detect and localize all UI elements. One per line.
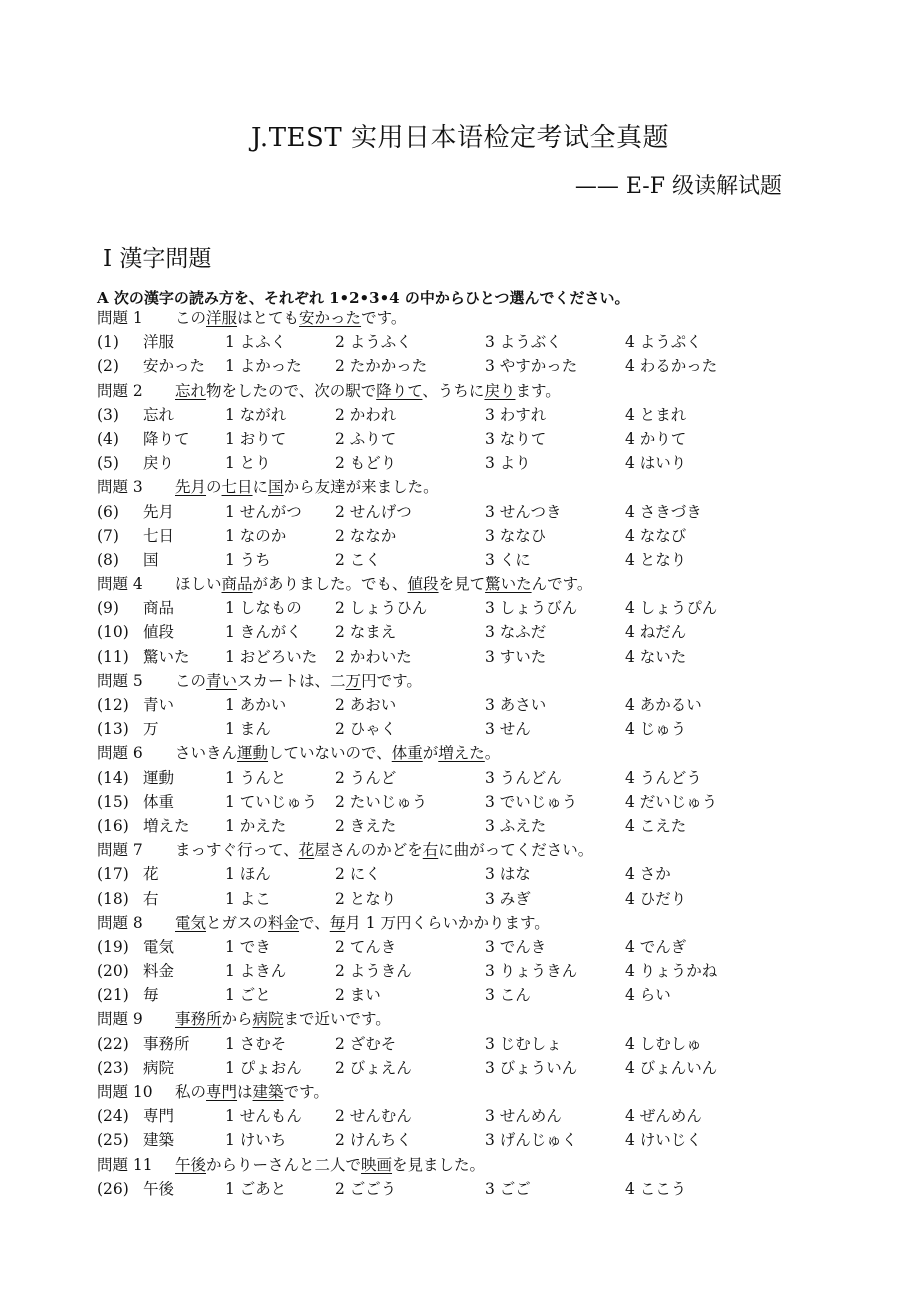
answer-option: 4 さか [625, 865, 671, 884]
answer-option: 1 ほん [225, 865, 271, 884]
item-number: (9) [97, 599, 119, 618]
answer-option: 2 ひゃく [335, 720, 397, 739]
sentence-text: で、 [299, 913, 330, 932]
answer-option: 3 あさい [485, 696, 547, 714]
problem-label: 問題 10 [97, 1083, 153, 1101]
answer-option: 4 しょうぴん [625, 599, 718, 618]
item-number: (3) [97, 405, 119, 424]
item-word: 午後 [143, 1179, 175, 1198]
underlined-kanji: 運動 [237, 744, 269, 763]
underlined-kanji: 右 [422, 841, 439, 860]
problem-sentence [97, 1153, 797, 1177]
question-item [97, 862, 797, 886]
answer-option: 2 びょえん [335, 1058, 412, 1077]
answer-option: 3 じむしょ [485, 1034, 562, 1053]
answer-option: 3 わすれ [485, 405, 547, 424]
sentence-text: この [175, 671, 207, 690]
item-word: 安かった [143, 357, 206, 376]
problem-label: 問題 5 [97, 671, 143, 690]
sentence-text: ほしい [175, 575, 222, 594]
item-number: (2) [97, 357, 119, 376]
item-word: 右 [143, 889, 159, 908]
item-word: 万 [143, 720, 159, 739]
answer-option: 1 かえた [225, 816, 287, 835]
answer-option: 1 おりて [225, 429, 287, 448]
sentence-text: していないので、 [268, 744, 392, 763]
question-list [97, 306, 797, 1201]
answer-option: 1 せんもん [225, 1107, 302, 1126]
sentence-text: 物をしたので、次の駅で [206, 381, 377, 400]
item-number: (14) [97, 768, 129, 787]
sentence-text: 月 1 万円くらいかかります。 [345, 913, 550, 932]
item-word: 降りて [143, 429, 190, 448]
question-item [97, 766, 797, 790]
underlined-kanji: 商品 [221, 575, 253, 594]
question-item [97, 330, 797, 354]
answer-option: 1 さむそ [225, 1034, 287, 1053]
answer-option: 1 うち [225, 550, 271, 569]
question-item [97, 1032, 797, 1056]
underlined-kanji: 電気 [175, 913, 207, 932]
sentence-text: 。 [484, 744, 501, 763]
answer-option: 4 ひだり [625, 889, 687, 908]
item-number: (7) [97, 526, 119, 545]
problem-label: 問題 8 [97, 913, 143, 932]
answer-option: 4 ようぷく [625, 333, 702, 352]
underlined-kanji: 建築 [252, 1083, 284, 1101]
item-word: 専門 [143, 1107, 175, 1126]
answer-option: 4 らい [625, 986, 671, 1005]
answer-option: 1 ながれ [225, 405, 287, 424]
question-item [97, 451, 797, 475]
answer-option: 1 きんがく [225, 623, 302, 642]
sentence-text: 円です。 [361, 671, 422, 690]
question-item [97, 1177, 797, 1201]
answer-option: 2 かわいた [335, 647, 412, 666]
underlined-kanji: 七日 [221, 478, 253, 497]
underlined-kanji: 病院 [252, 1010, 284, 1029]
sentence-text: とガスの [206, 913, 269, 932]
answer-option: 4 ないた [625, 647, 687, 666]
answer-option: 1 よこ [225, 889, 271, 908]
item-number: (24) [97, 1107, 129, 1126]
question-item [97, 983, 797, 1007]
answer-option: 3 はな [485, 865, 531, 884]
item-word: 花 [143, 865, 159, 884]
answer-option: 1 ごと [225, 986, 271, 1005]
question-item [97, 427, 797, 451]
item-word: 驚いた [143, 647, 190, 666]
problem-label: 問題 2 [97, 381, 143, 400]
answer-option: 1 よふく [225, 333, 287, 352]
answer-option: 1 ていじゅう [225, 792, 318, 811]
sentence-text: がありました。でも、 [252, 575, 408, 594]
answer-option: 2 せんげつ [335, 502, 412, 521]
sentence-text: です。 [283, 1083, 329, 1101]
sentence-text: 私の [175, 1083, 207, 1101]
answer-option: 1 うんと [225, 768, 287, 787]
item-word: 料金 [143, 962, 175, 981]
answer-option: 2 ごごう [335, 1179, 397, 1198]
item-word: 洋服 [143, 333, 175, 352]
problem-label: 問題 1 [97, 309, 143, 327]
answer-option: 3 せんつき [485, 502, 562, 521]
item-word: 忘れ [143, 405, 175, 424]
answer-option: 2 ざむそ [335, 1034, 397, 1053]
sentence-text: まで近いです。 [283, 1010, 391, 1029]
question-item [97, 524, 797, 548]
answer-option: 1 しなもの [225, 599, 302, 618]
question-item [97, 959, 797, 983]
item-number: (11) [97, 647, 129, 666]
problem-sentence [97, 475, 797, 499]
item-number: (18) [97, 889, 129, 908]
sentence-text: 屋さんのかどを [314, 841, 423, 860]
question-item [97, 645, 797, 669]
sentence-text: さいきん [175, 744, 238, 763]
underlined-kanji: 午後 [175, 1155, 207, 1174]
sentence-text: 、うちに [422, 381, 485, 400]
answer-option: 2 ななか [335, 526, 397, 545]
question-item [97, 717, 797, 741]
answer-option: 4 さきづき [625, 502, 702, 521]
answer-option: 4 だいじゅう [625, 792, 718, 811]
answer-option: 1 とり [225, 454, 271, 473]
problem-label: 問題 3 [97, 478, 143, 497]
answer-option: 1 よきん [225, 962, 287, 981]
underlined-kanji: 先月 [175, 478, 207, 497]
problem-sentence [97, 911, 797, 935]
answer-option: 3 でいじゅう [485, 792, 578, 811]
answer-option: 1 まん [225, 720, 271, 739]
question-item [97, 403, 797, 427]
sentence-text: が [422, 744, 439, 763]
answer-option: 3 ようぶく [485, 333, 562, 352]
problem-sentence [97, 1080, 797, 1104]
answer-option: 2 きえた [335, 816, 397, 835]
item-number: (22) [97, 1034, 129, 1053]
problem-label: 問題 7 [97, 841, 143, 860]
question-item [97, 887, 797, 911]
sentence-text: は [237, 1083, 253, 1101]
answer-option: 2 となり [335, 889, 397, 908]
section-heading: Ⅰ 漢字問題 [103, 246, 212, 272]
answer-option: 4 わるかった [625, 357, 718, 376]
answer-option: 4 ぜんめん [625, 1107, 702, 1126]
question-item [97, 1128, 797, 1152]
answer-option: 1 けいち [225, 1131, 287, 1150]
answer-option: 2 こく [335, 550, 381, 569]
question-item [97, 548, 797, 572]
answer-option: 4 じゅう [625, 720, 687, 739]
item-number: (10) [97, 623, 129, 642]
document-subtitle: —— E-F 级读解试题 [574, 174, 782, 199]
document-title: J.TEST 实用日本语检定考试全真题 [251, 123, 669, 153]
item-number: (6) [97, 502, 119, 521]
underlined-kanji: 戻り [484, 381, 516, 400]
problem-sentence [97, 669, 797, 693]
problem-label: 問題 6 [97, 744, 143, 763]
answer-option: 4 はいり [625, 454, 687, 473]
problem-sentence [97, 1007, 797, 1031]
underlined-kanji: 洋服 [206, 309, 238, 327]
item-word: 毎 [143, 986, 159, 1005]
sentence-text: スカートは、二 [237, 671, 346, 690]
item-number: (23) [97, 1058, 129, 1077]
item-word: 事務所 [143, 1034, 190, 1053]
sentence-text: です。 [361, 309, 407, 327]
answer-option: 3 ごご [485, 1179, 531, 1198]
underlined-kanji: 忘れ [175, 381, 207, 400]
item-number: (5) [97, 454, 119, 473]
section-instruction: A 次の漢字の読み方を、それぞれ 1•2•3•4 の中からひとつ選んでください。 [97, 289, 630, 307]
item-word: 戻り [143, 454, 175, 473]
item-word: 病院 [143, 1058, 175, 1077]
item-word: 国 [143, 550, 159, 569]
sentence-text: に曲がってください。 [438, 841, 594, 860]
answer-option: 1 なのか [225, 526, 287, 545]
item-word: 先月 [143, 502, 175, 521]
underlined-kanji: 値段 [407, 575, 439, 594]
item-number: (8) [97, 550, 119, 569]
underlined-kanji: 万 [345, 671, 362, 690]
answer-option: 2 たかかった [335, 357, 428, 376]
sentence-text: から [221, 1010, 253, 1029]
answer-option: 3 なふだ [485, 623, 547, 642]
item-word: 増えた [143, 816, 190, 835]
answer-option: 4 ななび [625, 526, 687, 545]
question-item [97, 620, 797, 644]
answer-option: 4 りょうかね [625, 962, 718, 981]
question-item [97, 354, 797, 378]
answer-option: 4 とまれ [625, 405, 687, 424]
item-number: (19) [97, 937, 129, 956]
item-word: 体重 [143, 792, 175, 811]
answer-option: 4 びょんいん [625, 1058, 718, 1077]
item-number: (12) [97, 696, 129, 714]
answer-option: 3 でんき [485, 937, 547, 956]
item-word: 青い [143, 696, 175, 714]
sentence-text: を見ました。 [392, 1155, 486, 1174]
answer-option: 1 あかい [225, 696, 287, 714]
answer-option: 3 ふえた [485, 816, 547, 835]
answer-option: 2 にく [335, 865, 381, 884]
question-item [97, 1104, 797, 1128]
item-number: (20) [97, 962, 129, 981]
problem-sentence [97, 741, 797, 765]
underlined-kanji: 映画 [361, 1155, 393, 1174]
answer-option: 3 やすかった [485, 357, 578, 376]
item-word: 商品 [143, 599, 175, 618]
answer-option: 4 しむしゅ [625, 1034, 702, 1053]
item-word: 七日 [143, 526, 175, 545]
answer-option: 4 かりて [625, 429, 687, 448]
answer-option: 3 みぎ [485, 889, 531, 908]
item-number: (21) [97, 986, 129, 1005]
answer-option: 3 ななひ [485, 526, 547, 545]
underlined-kanji: 専門 [206, 1083, 238, 1101]
answer-option: 4 となり [625, 550, 687, 569]
sentence-text: から友達が来ました。 [283, 478, 439, 497]
item-word: 運動 [143, 768, 175, 787]
question-item [97, 790, 797, 814]
answer-option: 2 あおい [335, 696, 397, 714]
answer-option: 2 うんど [335, 768, 397, 787]
underlined-kanji: 驚いた [485, 575, 532, 594]
underlined-kanji: 増えた [438, 744, 485, 763]
answer-option: 2 せんむん [335, 1107, 412, 1126]
answer-option: 3 せんめん [485, 1107, 562, 1126]
answer-option: 2 けんちく [335, 1131, 412, 1150]
problem-label: 問題 4 [97, 575, 143, 594]
item-number: (4) [97, 429, 119, 448]
problem-sentence [97, 572, 797, 596]
answer-option: 3 しょうびん [485, 599, 578, 618]
answer-option: 1 ごあと [225, 1179, 287, 1198]
problem-sentence [97, 838, 797, 862]
problem-sentence [97, 306, 797, 330]
problem-sentence [97, 379, 797, 403]
question-item [97, 500, 797, 524]
answer-option: 4 こえた [625, 816, 687, 835]
answer-option: 3 くに [485, 550, 531, 569]
answer-option: 4 うんどう [625, 768, 702, 787]
sentence-text: に [252, 478, 269, 497]
question-item [97, 935, 797, 959]
problem-label: 問題 11 [97, 1155, 153, 1174]
item-word: 建築 [143, 1131, 175, 1150]
answer-option: 1 おどろいた [225, 647, 318, 666]
answer-option: 1 よかった [225, 357, 302, 376]
question-item [97, 596, 797, 620]
question-item [97, 1056, 797, 1080]
item-number: (16) [97, 816, 129, 835]
answer-option: 4 でんぎ [625, 937, 687, 956]
answer-option: 2 ふりて [335, 429, 397, 448]
answer-option: 3 なりて [485, 429, 547, 448]
sentence-text: ます。 [515, 381, 561, 400]
answer-option: 3 うんどん [485, 768, 562, 787]
answer-option: 1 でき [225, 937, 271, 956]
answer-option: 3 びょういん [485, 1058, 578, 1077]
sentence-text: を見て [438, 575, 486, 594]
question-item [97, 693, 797, 717]
answer-option: 3 せん [485, 720, 531, 739]
sentence-text: の [206, 478, 222, 497]
answer-option: 2 ようふく [335, 333, 412, 352]
answer-option: 2 なまえ [335, 623, 397, 642]
answer-option: 4 あかるい [625, 696, 702, 714]
answer-option: 4 ここう [625, 1179, 687, 1198]
underlined-kanji: 毎 [329, 913, 346, 932]
underlined-kanji: 事務所 [175, 1010, 222, 1029]
answer-option: 2 かわれ [335, 405, 397, 424]
answer-option: 3 こん [485, 986, 531, 1005]
answer-option: 2 たいじゅう [335, 792, 428, 811]
question-item [97, 814, 797, 838]
item-number: (26) [97, 1179, 129, 1198]
answer-option: 2 てんき [335, 937, 397, 956]
underlined-kanji: 降りて [376, 381, 423, 400]
item-word: 値段 [143, 623, 175, 642]
underlined-kanji: 青い [206, 671, 238, 690]
answer-option: 1 せんがつ [225, 502, 302, 521]
sentence-text: まっすぐ行って、 [175, 841, 299, 860]
answer-option: 3 りょうきん [485, 962, 578, 981]
answer-option: 3 げんじゅく [485, 1131, 578, 1150]
item-number: (25) [97, 1131, 129, 1150]
answer-option: 2 まい [335, 986, 381, 1005]
underlined-kanji: 安かった [299, 309, 362, 327]
answer-option: 3 より [485, 454, 531, 473]
item-number: (1) [97, 333, 119, 352]
item-number: (17) [97, 865, 129, 884]
answer-option: 4 けいじく [625, 1131, 702, 1150]
problem-label: 問題 9 [97, 1010, 143, 1029]
sentence-text: はとても [237, 309, 300, 327]
underlined-kanji: 体重 [391, 744, 423, 763]
sentence-text: んです。 [531, 575, 593, 594]
item-number: (13) [97, 720, 129, 739]
answer-option: 3 すいた [485, 647, 547, 666]
item-number: (15) [97, 792, 129, 811]
answer-option: 1 ぴょおん [225, 1058, 302, 1077]
answer-option: 2 ようきん [335, 962, 412, 981]
underlined-kanji: 国 [268, 478, 284, 497]
answer-option: 2 もどり [335, 454, 397, 473]
underlined-kanji: 料金 [268, 913, 300, 932]
answer-option: 4 ねだん [625, 623, 687, 642]
sentence-text: からりーさんと二人で [206, 1155, 362, 1174]
sentence-text: この [175, 309, 207, 327]
item-word: 電気 [143, 937, 175, 956]
underlined-kanji: 花 [298, 841, 315, 860]
answer-option: 2 しょうひん [335, 599, 428, 618]
